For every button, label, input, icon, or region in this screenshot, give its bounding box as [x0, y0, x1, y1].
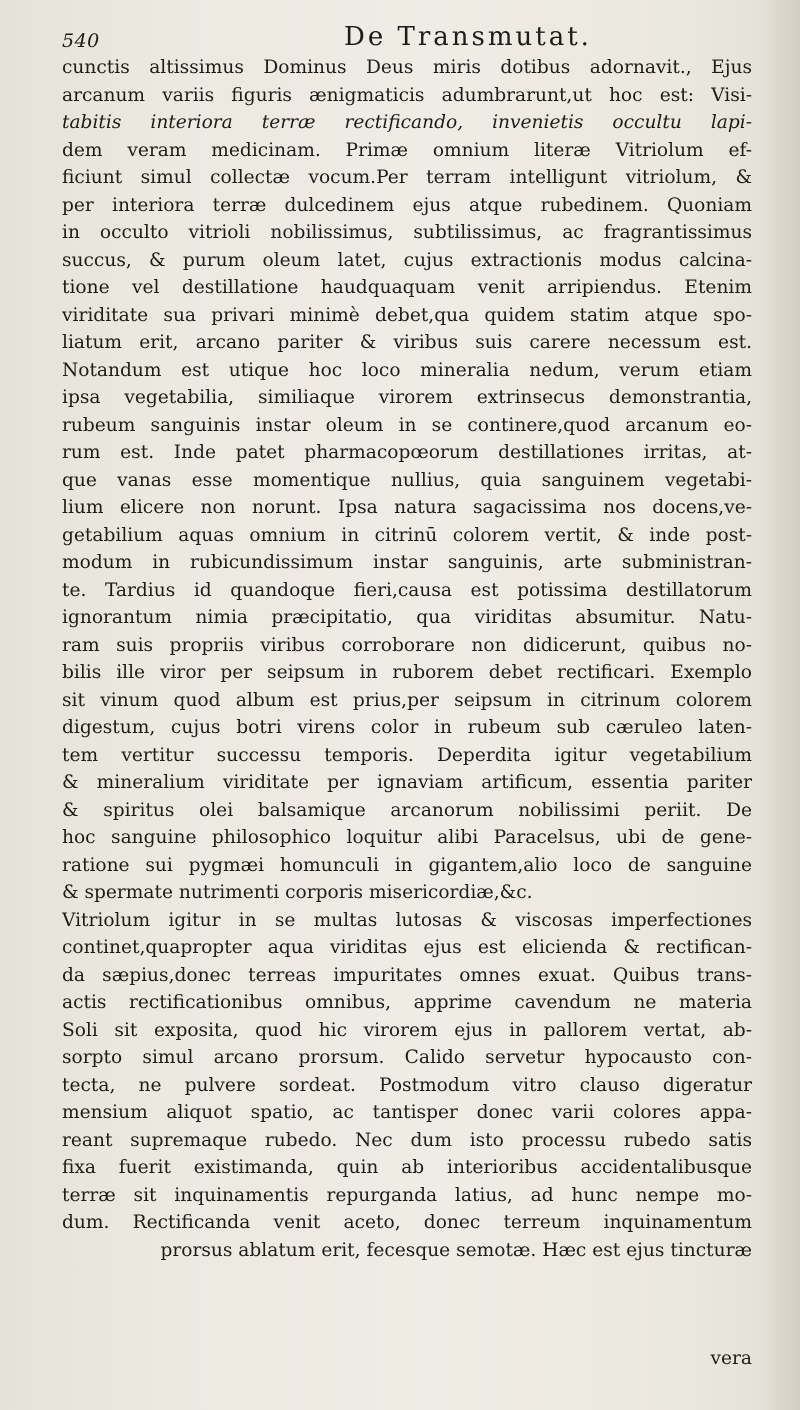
page-header — [62, 16, 742, 50]
body-text — [62, 54, 752, 1264]
text-line: bilis ille viror per seipsum in ruborem debet rectificari. Exemplo — [62, 662, 752, 683]
text-line: terræ sit inquinamentis repurganda latius, ad hunc nempe mo- — [62, 1184, 752, 1206]
text-line: digestum, cujus botri virens color in rubeum sub cæruleo laten- — [62, 717, 752, 738]
text-line: sorpto simul arcano prorsum. Calido servetur hypocausto con- — [62, 1047, 752, 1068]
text-line: tione vel destillatione haudquaquam venit arripiendus. Etenim — [62, 277, 752, 298]
text-line: cunctis altissimus Dominus Deus miris dotibus adornavit., Ejus — [62, 57, 752, 78]
text-line: & spiritus olei balsamique arcanorum nobilissimi periit. De — [62, 799, 752, 821]
text-line: ratione sui pygmæi homunculi in gigantem,alio loco de sanguine — [62, 854, 752, 876]
text-line: ficiunt simul collectæ vocum.Per terram intelligunt vitriolum, & — [62, 167, 752, 188]
text-line: sit vinum quod album est prius,per seipsum in citrinum colorem — [62, 689, 752, 711]
text-line: da sæpius,donec terreas impuritates omnes exuat. Quibus trans- — [62, 964, 752, 986]
page-number: 540 — [62, 30, 100, 52]
text-line: tabitis interiora terræ rectificando, invenietis occultu lapi- — [62, 112, 752, 133]
text-line: Vitriolum igitur in se multas lutosas & viscosas imperfectiones — [62, 909, 752, 931]
text-line: liatum erit, arcano pariter & viribus suis carere necessum est. — [62, 332, 752, 353]
text-line: dem veram medicinam. Primæ omnium literæ Vitriolum ef- — [62, 139, 752, 161]
text-line: lium elicere non norunt. Ipsa natura sagacissima nos docens,ve- — [62, 497, 752, 518]
text-line: ignorantum nimia præcipitatio, qua viriditas absumitur. Natu- — [62, 607, 752, 628]
text-line: Notandum est utique hoc loco mineralia nedum, verum etiam — [62, 359, 752, 381]
text-line: fixa fuerit existimanda, quin ab interioribus accidentalibusque — [62, 1157, 752, 1178]
text-line: actis rectificationibus omnibus, apprime cavendum ne materia — [62, 992, 752, 1013]
text-line: succus, & purum oleum latet, cujus extractionis modus calcina- — [62, 249, 752, 271]
catchword: vera — [710, 1348, 752, 1369]
text-line: arcanum variis figuris ænigmaticis adumbrarunt,ut hoc est: Visi- — [62, 84, 752, 106]
text-line: tecta, ne pulvere sordeat. Postmodum vitro clauso digeratur — [62, 1074, 752, 1096]
text-line: hoc sanguine philosophico loquitur alibi Paracelsus, ubi de gene- — [62, 827, 752, 848]
running-head: De Transmutat. — [344, 22, 592, 52]
text-line: prorsus ablatum erit, fecesque semotæ. Hæc est ejus tincturæ — [160, 1239, 752, 1261]
text-line: mensium aliquot spatio, ac tantisper donec varii colores appa- — [62, 1102, 752, 1123]
text-line: & spermate nutrimenti corporis mi​sericordiæ,&c. — [62, 882, 533, 903]
text-line: Soli sit exposita, quod hic virorem ejus in pallorem vertat, ab- — [62, 1019, 752, 1041]
text-line: getabilium aquas omnium in citrinū colorem vertit, & inde post- — [62, 524, 752, 546]
text-line: continet,quapropter aqua viriditas ejus est elicienda & rectifican- — [62, 937, 752, 958]
text-line: ram suis propriis viribus corroborare non didicerunt, quibus no- — [62, 634, 752, 656]
text-line: reant supremaque rubedo. Nec dum isto processu rubedo satis — [62, 1129, 752, 1151]
text-line: tem vertitur successu temporis. Deperdita igitur vegetabilium — [62, 744, 752, 766]
text-line: in occulto vitrioli nobilissimus, subtilissimus, ac fragrantissimus — [62, 222, 752, 243]
text-line: modum in rubicundissimum instar sanguinis, arte subministran- — [62, 552, 752, 573]
text-line: & mineralium viriditate per ignaviam artificum, essentia pariter — [62, 772, 752, 793]
text-line: te. Tardius id quandoque fieri,causa est potissima destillatorum — [62, 579, 752, 601]
text-line: viriditate sua privari minimè debet,qua quidem statim atque spo- — [62, 304, 752, 326]
text-line: rum est. Inde patet pharmacopœorum destillationes irritas, at- — [62, 442, 752, 463]
text-line: que vanas esse momentique nullius, quia sanguinem vegetabi- — [62, 469, 752, 491]
text-line: rubeum sanguinis instar oleum in se continere,quod arcanum eo- — [62, 414, 752, 436]
page-edge-shadow — [760, 0, 800, 1410]
text-line: per interiora terræ dulcedinem ejus atque rubedinem. Quoniam — [62, 194, 752, 216]
text-line: dum. Rectificanda venit aceto, donec terreum inquinamentum — [62, 1212, 752, 1233]
text-line: ipsa vegetabilia, similiaque virorem extrinsecus demonstrantia, — [62, 387, 752, 408]
